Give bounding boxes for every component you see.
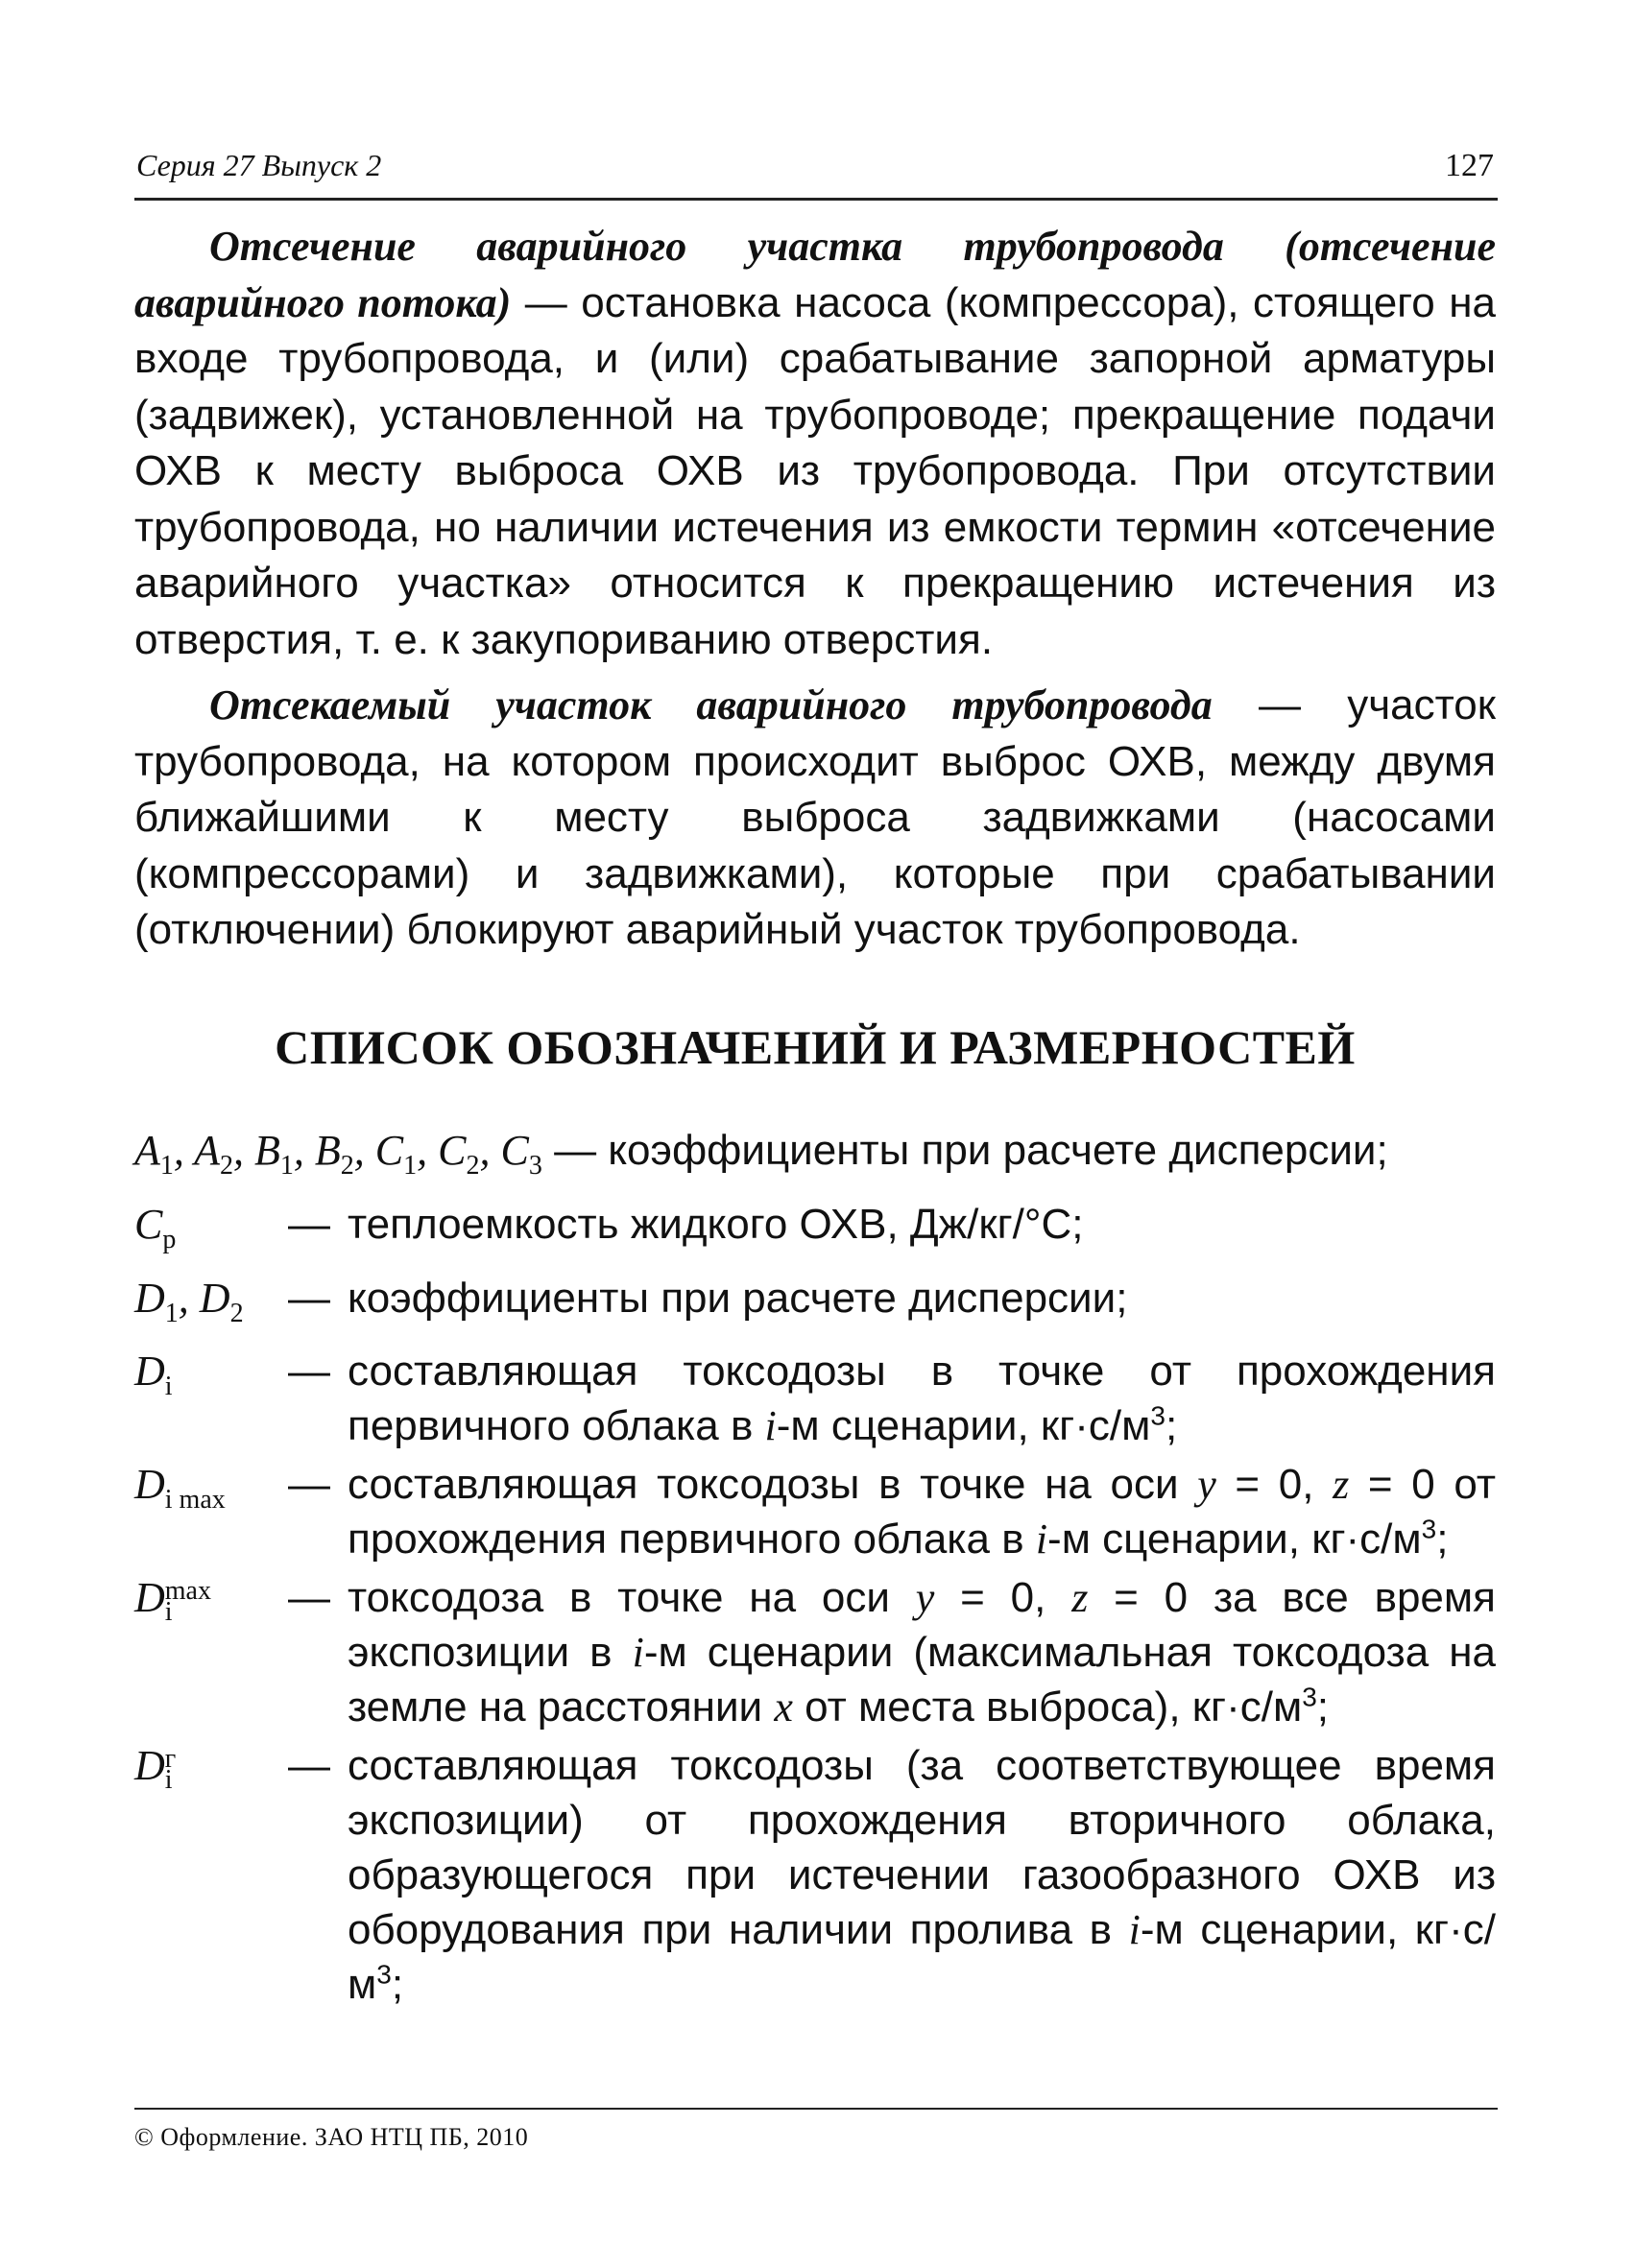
symbol-definition: токсодоза в точке на оси y = 0, z = 0 за все время экспозиции в i-м сценарии (максимальная токсодоза на земле на расстоянии x от места выброса), $кг\cdot с/м^3$; [348, 1574, 1497, 1731]
symbol-row [134, 1344, 1496, 1453]
dash: — [288, 1200, 330, 1248]
symbol: $C_p$ [134, 1200, 177, 1254]
symbol-definition: составляющая токсодозы в точке на оси y = 0, z = 0 от прохождения первичного облака в i-м сценарии, $кг\cdot с/м^3$; [348, 1461, 1497, 1564]
symbol-definition: составляющая токсодозы (за соответствующее время экспозиции) от прохождения вторичного облака, образующегося при истечении газообразного ОХВ из оборудования при наличии пролива в i-м сценарии, $кг\cdot с/м^3$; [348, 1742, 1496, 2009]
symbol-definition: составляющая токсодозы в точке от прохождения первичного облака в i-м сценарии, $кг\cdot с/м^3$; [348, 1348, 1496, 1450]
definition-paragraph [134, 678, 1496, 959]
symbol-definition: — коэффициенты при расчете дисперсии; [554, 1127, 1388, 1174]
series-label: Серия 27 Выпуск 2 [136, 148, 382, 182]
dash: — [288, 1274, 330, 1322]
running-header [134, 144, 1498, 201]
symbol: D г i [134, 1742, 177, 1796]
symbol: $D_1$, $D_2$ [134, 1274, 244, 1328]
section-title: СПИСОК ОБОЗНАЧЕНИЙ И РАЗМЕРНОСТЕЙ [275, 1020, 1356, 1074]
symbol: D max i [134, 1574, 211, 1628]
dash: — [288, 1348, 330, 1396]
symbol-definition: теплоемкость жидкого ОХВ, Дж/кг/°С; [348, 1200, 1084, 1248]
dash: — [288, 1742, 330, 1790]
copyright-footer: © Оформление. ЗАО НТЦ ПБ, 2010 [134, 2123, 529, 2151]
symbol-definition: коэффициенты при расчете дисперсии; [348, 1274, 1128, 1322]
footer-rule [134, 2108, 1498, 2110]
symbol-row [134, 1197, 1496, 1267]
defined-term: Отсекаемый участок аварийного трубопровода [209, 681, 1213, 728]
symbol-row [134, 1457, 1496, 1566]
dash: — [288, 1461, 330, 1509]
symbol-row [134, 1271, 1496, 1341]
symbol-row [134, 1123, 1496, 1193]
symbol-row [134, 1570, 1496, 1734]
definitions-text [134, 219, 1496, 968]
symbol-list [134, 1123, 1496, 2016]
definition-body: — остановка насоса (компрессора), стоящего на входе трубопровода, и (или) срабатывание запорной арматуры (задвижек), установленной на трубопроводе; прекращение подачи ОХВ к месту выброса ОХВ из трубопровода. При отсутствии трубопровода, но наличии истечения из емкости термин «отсечение аварийного участка» относится к прекращению истечения из отверстия, т. е. к закупориванию отверстия. [134, 278, 1496, 663]
page-number: 127 [1445, 148, 1494, 183]
symbol: $D_{i max}$ [134, 1461, 226, 1516]
symbol-row [134, 1738, 1496, 2012]
dash: — [288, 1574, 330, 1622]
definition-paragraph [134, 219, 1496, 668]
symbol: $D_i$ [134, 1348, 173, 1402]
defined-term: Отсечение аварийного участка трубопровода (отсечение аварийного потока) [134, 223, 1496, 326]
definition-body: — участок трубопровода, на котором происходит выброс ОХВ, между двумя ближайшими к месту выброса задвижками (насосами (компрессорами) и задвижками), которые при срабатывании (отключении) блокируют аварийный участок трубопровода. [134, 681, 1496, 953]
symbol-coefficients: $A_1$, $A_2$, $B_1$, $B_2$, $C_1$, $C_2$, $C_3$ [134, 1127, 542, 1181]
